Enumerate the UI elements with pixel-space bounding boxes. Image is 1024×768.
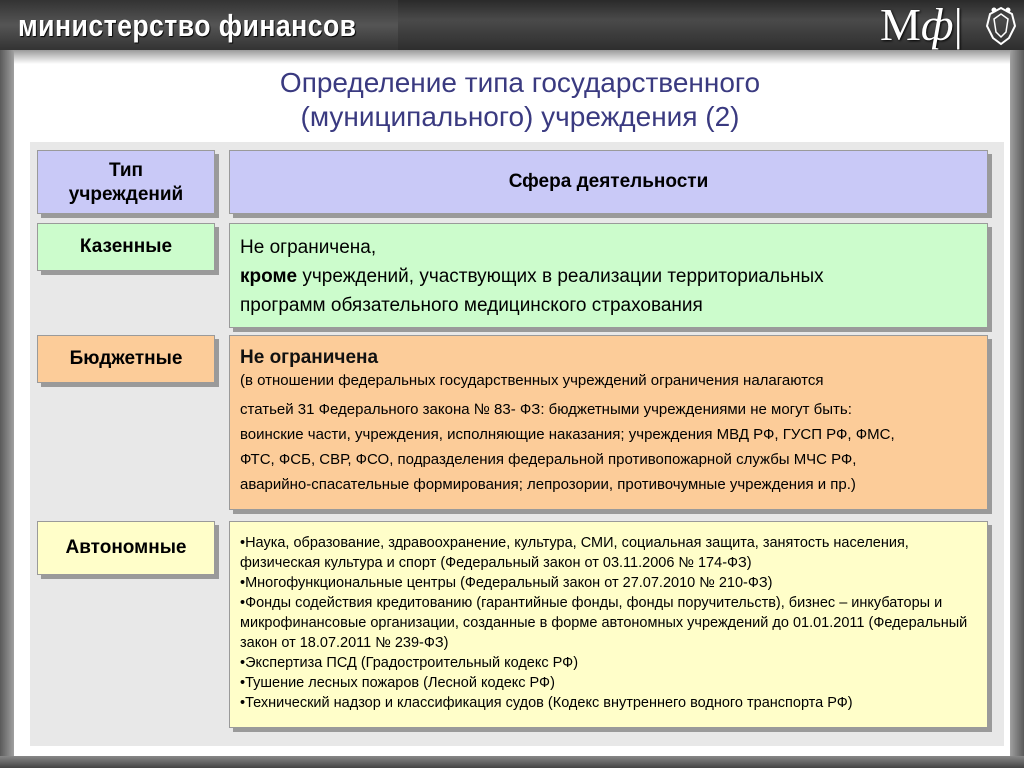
sphere-line: (в отношении федеральных государственных учреждений ограничения налагаются [240,372,824,389]
sphere-header-label: Сфера деятельности [508,171,709,192]
header-gradient [0,50,1024,64]
sphere-byudzhetnye [229,335,988,510]
type-label: Казенные [79,236,173,257]
left-border [0,50,14,768]
list-item: •Технический надзор и классификация судов (Кодекс внутреннего водного транспорта РФ) [240,695,853,711]
logo-bar: | [953,0,963,50]
sphere-line: статьей 31 Федерального закона № 83- ФЗ: бюджетными учреждениями не могут быть: [240,401,852,418]
list-item: •Наука, образование, здравоохранение, культура, СМИ, социальная защита, занятость населения, физическая культура и спорт (Федеральный закон от 03.11.2006 № 174-ФЗ) [240,535,909,571]
logo-f: ф [920,0,954,50]
sphere-line: аварийно-спасательные формирования; лепрозории, противочумные учреждения и пр.) [240,476,856,493]
title-line-1: Определение типа государственного [279,67,761,98]
sphere-line [240,262,977,291]
type-kazennye [37,223,215,271]
title-line-2: (муниципального) учреждения (2) [300,101,740,132]
sphere-line: ФТС, ФСБ, СВР, ФСО, подразделения федеральной противопожарной службы МЧС РФ, [240,451,857,468]
sphere-text: учреждений, участвующих в реализации территориальных [297,266,824,287]
list-item: •Экспертиза ПСД (Градостроительный кодекс РФ) [240,655,579,671]
emphasis-text: кроме [240,266,298,287]
sphere-line: воинские части, учреждения, исполняющие наказания; учреждения МВД РФ, ГУСП РФ, ФМС, [240,426,895,443]
type-label: Автономные [65,537,187,558]
sphere-line: Не ограничена, [240,237,377,258]
sphere-column-header [229,150,988,214]
coat-of-arms-icon [982,4,1020,46]
sphere-kazennye [229,223,988,328]
ministry-logo [880,0,963,50]
list-item: •Многофункциональные центры (Федеральный закон от 27.07.2010 № 210-ФЗ) [240,575,773,591]
type-label: Бюджетные [69,348,183,369]
type-byudzhetnye [37,335,215,383]
header-bar [0,0,1024,50]
type-header-label: Тип учреждений [68,160,184,205]
list-item: •Тушение лесных пожаров (Лесной кодекс РФ) [240,675,555,691]
sphere-line: программ обязательного медицинского страхования [240,295,703,316]
sphere-heading: Не ограничена [240,347,379,368]
sphere-avtonomnye [229,521,988,728]
right-border [1010,50,1024,768]
type-column-header [37,150,215,214]
type-avtonomnye [37,521,215,575]
list-item: •Фонды содействия кредитованию (гарантийные фонды, фонды поручительств), бизнес – инкубаторы и микрофинансовые организации, созданные в форме автономных учреждений до 01.01.2011 (Федеральный закон от 18.07.2011 № 239-ФЗ) [240,595,968,651]
ministry-name: министерство финансов [18,8,357,43]
bottom-border [0,756,1024,768]
logo-m: М [880,0,921,50]
page-title [140,66,900,134]
